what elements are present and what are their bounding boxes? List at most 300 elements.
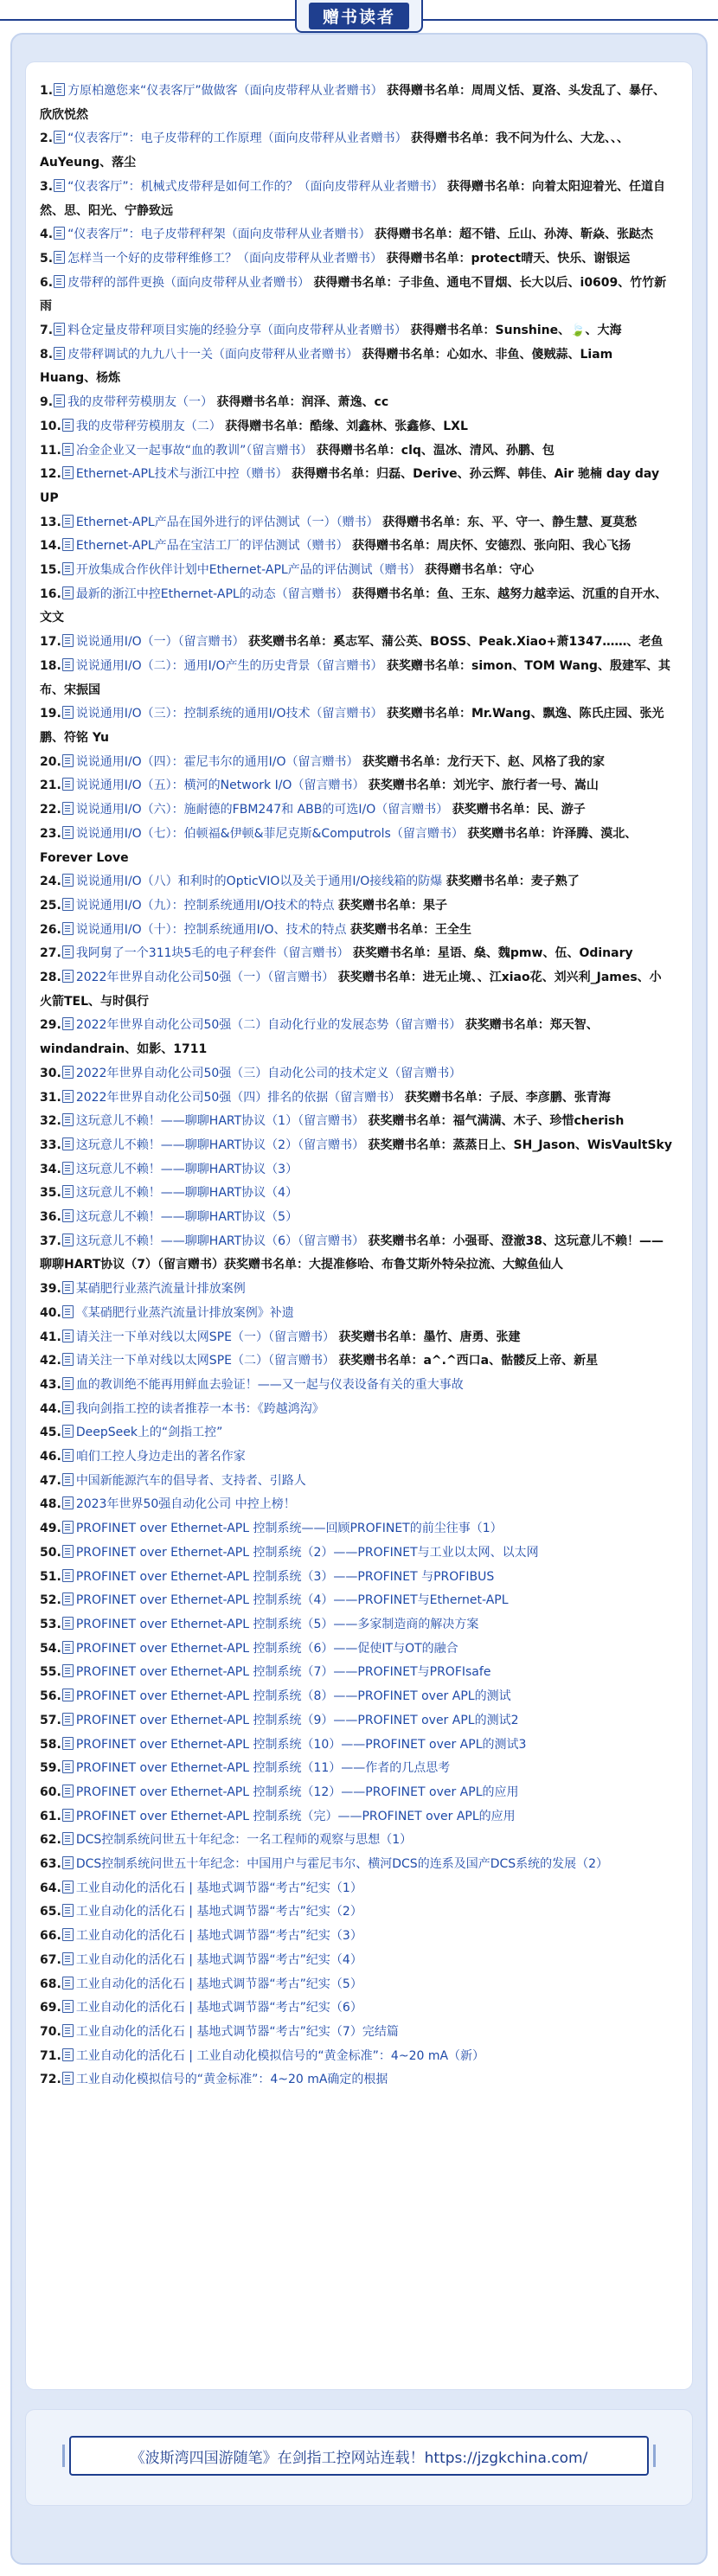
document-icon xyxy=(62,1977,74,1990)
list-item xyxy=(40,823,673,870)
list-item xyxy=(40,1996,673,2021)
item-number: 41. xyxy=(40,1330,61,1344)
list-item xyxy=(40,1014,673,1061)
article-link[interactable]: 工业自动化的活化石 | 基地式调节器“考古”纪实（4） xyxy=(75,1952,362,1967)
article-link[interactable]: 我的皮带秤劳模朋友（二） xyxy=(75,419,221,433)
item-number: 46. xyxy=(40,1450,61,1464)
item-number: 30. xyxy=(40,1066,61,1080)
list-item xyxy=(40,751,673,775)
document-icon xyxy=(62,1785,74,1797)
item-number: 36. xyxy=(40,1210,61,1225)
list-item xyxy=(40,1541,673,1566)
article-link[interactable]: 我向剑指工控的读者推荐一本书：《跨越鸿沟》 xyxy=(75,1401,324,1416)
article-link[interactable]: 请关注一下单对线以太网SPE（一）（留言赠书） xyxy=(75,1330,335,1344)
winner-list: 获奖赠书名单：子辰、李彦鹏、张青海 xyxy=(404,1090,611,1105)
item-number: 28. xyxy=(40,971,61,985)
document-icon xyxy=(62,658,74,671)
list-item xyxy=(40,176,673,223)
item-number: 22. xyxy=(40,803,61,817)
article-link[interactable]: 最新的浙江中控Ethernet-APL的动态（留言赠书） xyxy=(75,586,349,601)
item-number: 67. xyxy=(40,1952,61,1967)
document-icon xyxy=(62,1904,74,1917)
article-link[interactable]: 料仓定量皮带秤项目实施的经验分享（面向皮带秤从业者赠书） xyxy=(67,324,407,338)
document-icon xyxy=(54,179,65,192)
item-number: 2. xyxy=(40,131,54,146)
document-icon xyxy=(62,1017,74,1030)
winner-list: 获得赠书名单：酷缘、刘鑫林、张鑫修、LXL xyxy=(225,419,468,433)
document-icon xyxy=(62,443,74,456)
article-link[interactable]: PROFINET over Ethernet-APL 控制系统（8）——PROFINET over APL的测试 xyxy=(75,1689,511,1704)
item-number: 25. xyxy=(40,898,61,913)
item-number: 5. xyxy=(40,251,54,266)
document-icon xyxy=(62,1496,74,1509)
winner-list: 获得赠书名单：我不问为什么、大龙、、、AuYeung、落尘 xyxy=(40,131,630,170)
article-link[interactable]: 请关注一下单对线以太网SPE（二）（留言赠书） xyxy=(75,1354,335,1368)
list-item xyxy=(40,1709,673,1733)
document-icon xyxy=(54,323,65,336)
list-item xyxy=(40,1733,673,1758)
document-icon xyxy=(62,1185,74,1198)
document-icon xyxy=(62,1449,74,1462)
article-link[interactable]: PROFINET over Ethernet-APL 控制系统（5）——多家制造商的解决方案 xyxy=(75,1618,479,1631)
winner-list: 获奖赠书名单：a^.^西口a、骷髅反上帝、新星 xyxy=(338,1354,599,1368)
winner-list: 获得赠书名单：东、平、守一、静生慧、夏莫愁 xyxy=(382,515,638,529)
article-link[interactable]: 工业自动化的活化石 | 基地式调节器“考古”纪实（2） xyxy=(75,1905,362,1919)
document-icon xyxy=(62,1234,74,1246)
winner-list: 获奖赠书名单：王全生 xyxy=(350,922,471,937)
article-link[interactable]: 2022年世界自动化公司50强（四）排名的依据（留言赠书） xyxy=(75,1090,401,1105)
item-number: 72. xyxy=(40,2073,61,2087)
winner-list: 获得赠书名单：润泽、萧逸、cc xyxy=(216,395,389,410)
item-number: 66. xyxy=(40,1929,61,1944)
article-link[interactable]: Ethernet-APL产品在宝洁工厂的评估测试（赠书） xyxy=(75,539,349,554)
document-icon xyxy=(62,1209,74,1222)
item-number: 69. xyxy=(40,2001,61,2015)
article-link[interactable]: 血的教训绝不能再用鲜血去验证！——又一起与仪表设备有关的重大事故 xyxy=(75,1377,464,1392)
article-link[interactable]: 开放集成合作伙伴计划中Ethernet-APL产品的评估测试（赠书） xyxy=(75,563,421,578)
document-icon xyxy=(62,1377,74,1390)
article-link[interactable]: Ethernet-APL技术与浙江中控（赠书） xyxy=(75,467,288,482)
list-item xyxy=(40,1973,673,1997)
item-number: 56. xyxy=(40,1689,61,1704)
list-item xyxy=(40,2021,673,2045)
item-number: 12. xyxy=(40,467,61,482)
article-link[interactable]: 工业自动化的活化石 | 基地式调节器“考古”纪实（5） xyxy=(75,1977,362,1991)
list-item xyxy=(40,966,673,1014)
list-item xyxy=(40,319,673,343)
winner-list: 获奖赠书名单：刘光宇、旅行者一号、嵩山 xyxy=(368,779,599,793)
document-icon xyxy=(62,2048,74,2061)
document-icon xyxy=(62,1952,74,1965)
article-link[interactable]: 说说通用I/O（三）：控制系统的通用I/O技术（留言赠书） xyxy=(75,707,383,721)
document-icon xyxy=(62,1688,74,1701)
list-item xyxy=(40,894,673,919)
document-icon xyxy=(62,1832,74,1845)
item-number: 8. xyxy=(40,347,54,362)
article-link[interactable]: PROFINET over Ethernet-APL 控制系统（2）——PROFINET与工业以太网、以太网 xyxy=(75,1545,539,1560)
document-icon xyxy=(62,538,74,551)
article-link[interactable]: 工业自动化的活化石 | 基地式调节器“考古”纪实（6） xyxy=(75,2001,362,2015)
list-item xyxy=(40,1805,673,1829)
item-number: 13. xyxy=(40,515,61,529)
article-link[interactable]: 某硝肥行业蒸汽流量计排放案例 xyxy=(75,1282,246,1297)
item-number: 29. xyxy=(40,1018,61,1033)
article-link[interactable]: DCS控制系统问世五十年纪念：一名工程师的观察与思想（1） xyxy=(75,1833,413,1848)
document-icon xyxy=(62,1545,74,1558)
item-number: 57. xyxy=(40,1713,61,1727)
item-number: 39. xyxy=(40,1282,61,1297)
list-item xyxy=(40,1158,673,1182)
article-link[interactable]: PROFINET over Ethernet-APL 控制系统（完）——PROFINET over APL的应用 xyxy=(75,1809,516,1823)
document-icon xyxy=(62,1928,74,1941)
article-link[interactable]: 这玩意儿不赖！——聊聊HART协议（5） xyxy=(75,1210,298,1225)
document-icon xyxy=(62,1641,74,1654)
article-link[interactable]: PROFINET over Ethernet-APL 控制系统（6）——促使IT与OT的融合 xyxy=(75,1641,458,1656)
winner-list: 获得赠书名单：周周义恬、夏洛、头发乱了、暴仔、欣欣悦然 xyxy=(40,84,666,122)
article-link[interactable]: 这玩意儿不赖！——聊聊HART协议（4） xyxy=(75,1186,298,1201)
item-number: 49. xyxy=(40,1522,61,1536)
article-link[interactable]: 这玩意儿不赖！——聊聊HART协议（3） xyxy=(75,1162,298,1176)
document-icon xyxy=(62,562,74,575)
list-item xyxy=(40,798,673,823)
article-link[interactable]: Ethernet-APL产品在国外进行的评估测试（一）（赠书） xyxy=(75,515,379,529)
winner-list: 获得赠书名单：周庆怀、安德烈、张向阳、我心飞扬 xyxy=(352,539,631,554)
item-number: 62. xyxy=(40,1833,61,1848)
item-number: 59. xyxy=(40,1761,61,1776)
article-link[interactable]: 我的皮带秤劳模朋友（一） xyxy=(67,395,214,410)
list-item xyxy=(40,1445,673,1470)
item-number: 35. xyxy=(40,1186,61,1201)
article-link[interactable]: PROFINET over Ethernet-APL 控制系统（3）——PROFINET 与PROFIBUS xyxy=(75,1569,495,1584)
list-item xyxy=(40,942,673,966)
item-number: 27. xyxy=(40,946,61,961)
winner-list: 获奖赠书名单：郑天智、windandrain、如影、1711 xyxy=(40,1018,599,1057)
winner-list: 获得赠书名单：子非鱼、通电不冒烟、长大以后、i0609、竹竹新雨 xyxy=(40,275,667,314)
article-list xyxy=(26,62,692,2092)
list-item xyxy=(40,702,673,750)
list-item xyxy=(40,655,673,702)
document-icon xyxy=(62,1856,74,1869)
document-icon xyxy=(62,1713,74,1726)
list-item xyxy=(40,1278,673,1302)
winner-list: 获得赠书名单：向着太阳迎着光、任道自然、思、阳光、宁静致远 xyxy=(40,179,666,218)
article-link[interactable]: DeepSeek上的“剑指工控” xyxy=(75,1426,223,1440)
item-number: 3. xyxy=(40,179,54,194)
list-item xyxy=(40,1900,673,1925)
list-item xyxy=(40,1853,673,1877)
list-item xyxy=(40,1925,673,1949)
document-icon xyxy=(62,1353,74,1366)
list-item xyxy=(40,1781,673,1805)
item-number: 51. xyxy=(40,1569,61,1584)
winner-list: 获得赠书名单：clq、温冰、清风、孙鹏、包 xyxy=(316,443,555,458)
article-link[interactable]: “仪表客厅”：电子皮带秤秤架（面向皮带秤从业者赠书） xyxy=(67,227,371,242)
list-item xyxy=(40,774,673,798)
winner-list: 获奖赠书名单：麦子熟了 xyxy=(446,875,580,889)
item-number: 53. xyxy=(40,1618,61,1631)
article-link[interactable]: 工业自动化的活化石 | 基地式调节器“考古”纪实（1） xyxy=(75,1881,362,1895)
winner-list: 获奖赠书名单：龙行天下、赵、风格了我的家 xyxy=(362,754,605,769)
article-link[interactable]: 咱们工控人身边走出的著名作家 xyxy=(75,1450,246,1464)
item-number: 19. xyxy=(40,707,61,721)
item-number: 26. xyxy=(40,922,61,937)
document-icon xyxy=(62,1066,74,1079)
page-title: 赠书读者 xyxy=(309,3,409,29)
item-number: 50. xyxy=(40,1545,61,1560)
article-link[interactable]: 冶金企业又一起事故“血的教训”（留言赠书） xyxy=(75,443,313,458)
document-icon xyxy=(62,1592,74,1605)
winner-list: 获得赠书名单：心如水、非鱼、傻贼蒜、Liam Huang、杨炼 xyxy=(40,347,613,386)
winner-list: 获奖赠书名单：进无止境、、江xiao花、刘兴利_James、小火箭TEL、与时俱行 xyxy=(40,971,662,1009)
article-link[interactable]: 说说通用I/O（十）：控制系统通用I/O、技术的特点 xyxy=(75,922,347,937)
item-number: 23. xyxy=(40,826,61,841)
winner-list: 获奖赠书名单：民、游子 xyxy=(452,803,586,817)
document-icon xyxy=(54,131,65,144)
article-link[interactable]: 方原柏邀您来“仪表客厅”做做客（面向皮带秤从业者赠书） xyxy=(67,84,383,98)
list-item xyxy=(40,631,673,655)
item-number: 42. xyxy=(40,1354,61,1368)
document-icon xyxy=(62,826,74,839)
article-link[interactable]: 工业自动化的活化石 | 工业自动化模拟信号的“黄金标准”：4~20 mA（新） xyxy=(75,2048,485,2063)
article-link[interactable]: 说说通用I/O（七）：伯顿福&伊顿&菲尼克斯&Computrols（留言赠书） xyxy=(75,826,464,841)
list-item xyxy=(40,1589,673,1613)
list-item xyxy=(40,1829,673,1853)
item-number: 40. xyxy=(40,1305,61,1320)
item-number: 43. xyxy=(40,1377,61,1392)
list-item xyxy=(40,343,673,391)
document-icon xyxy=(62,778,74,791)
document-icon xyxy=(62,1760,74,1773)
list-item xyxy=(40,1349,673,1374)
article-link[interactable]: DCS控制系统问世五十年纪念：中国用户与霍尼韦尔、横河DCS的连系及国产DCS系统的发展（2） xyxy=(75,1857,609,1872)
article-link[interactable]: 皮带秤的部件更换（面向皮带秤从业者赠书） xyxy=(67,275,311,290)
item-number: 16. xyxy=(40,586,61,601)
item-number: 15. xyxy=(40,563,61,578)
article-link[interactable]: 皮带秤调试的九九八十一关（面向皮带秤从业者赠书） xyxy=(67,347,359,362)
item-number: 61. xyxy=(40,1809,61,1823)
document-icon xyxy=(54,347,65,360)
item-number: 20. xyxy=(40,754,61,769)
item-number: 60. xyxy=(40,1785,61,1799)
item-number: 17. xyxy=(40,635,61,650)
document-icon xyxy=(62,802,74,815)
document-icon xyxy=(62,754,74,767)
article-link[interactable]: 2022年世界自动化公司50强（三）自动化公司的技术定义（留言赠书） xyxy=(75,1066,462,1080)
document-icon xyxy=(62,1113,74,1126)
list-item xyxy=(40,1517,673,1541)
article-link[interactable]: 工业自动化的活化石 | 基地式调节器“考古”纪实（3） xyxy=(75,1929,362,1944)
list-item xyxy=(40,919,673,943)
item-number: 45. xyxy=(40,1426,61,1440)
article-link[interactable]: 这玩意儿不赖！——聊聊HART协议（6）（留言赠书） xyxy=(75,1234,365,1248)
document-icon xyxy=(54,83,65,96)
list-item xyxy=(40,2045,673,2069)
article-link[interactable]: 中国新能源汽车的倡导者、支持者、引路人 xyxy=(75,1473,306,1488)
article-link[interactable]: 说说通用I/O（九）：控制系统通用I/O技术的特点 xyxy=(75,898,335,913)
winner-list: 获得赠书名单：归磊、Derive、孙云辉、韩佳、Air 驰楠 day day UP xyxy=(40,467,660,505)
document-icon xyxy=(62,1401,74,1414)
item-number: 7. xyxy=(40,324,54,338)
winner-list: 获得赠书名单：Sunshine、🍃、大海 xyxy=(410,324,622,338)
list-item xyxy=(40,511,673,535)
document-icon xyxy=(62,419,74,432)
article-link[interactable]: 这玩意儿不赖！——聊聊HART协议（2）（留言赠书） xyxy=(75,1137,365,1152)
article-link[interactable]: 工业自动化模拟信号的“黄金标准”：4~20 mA确定的根据 xyxy=(75,2073,388,2087)
document-icon xyxy=(62,1281,74,1294)
document-icon xyxy=(62,1305,74,1318)
list-item xyxy=(40,1326,673,1350)
item-number: 33. xyxy=(40,1137,61,1152)
list-item xyxy=(40,127,673,175)
item-number: 70. xyxy=(40,2024,61,2039)
item-number: 44. xyxy=(40,1401,61,1416)
winner-list: 获奖赠书名单：墨竹、唐勇、张建 xyxy=(338,1330,521,1344)
list-item xyxy=(40,223,673,247)
item-number: 52. xyxy=(40,1593,61,1608)
list-item xyxy=(40,583,673,631)
item-number: 68. xyxy=(40,1977,61,1991)
document-icon xyxy=(54,394,65,407)
footer-panel xyxy=(26,2410,692,2505)
list-item xyxy=(40,247,673,272)
document-icon xyxy=(62,1425,74,1438)
article-link[interactable]: 工业自动化的活化石 | 基地式调节器“考古”纪实（7）完结篇 xyxy=(75,2024,399,2039)
document-icon xyxy=(62,1090,74,1103)
document-icon xyxy=(62,2000,74,2013)
article-link[interactable]: 我阿舅了一个311块5毛的电子秤套件（留言赠书） xyxy=(75,946,349,961)
document-icon xyxy=(62,1737,74,1750)
article-link[interactable]: 《某硝肥行业蒸汽流量计排放案例》补遗 xyxy=(75,1305,294,1320)
item-number: 14. xyxy=(40,539,61,554)
document-icon xyxy=(62,1521,74,1534)
list-item xyxy=(40,1398,673,1422)
article-link[interactable]: PROFINET over Ethernet-APL 控制系统（11）——作者的几点思考 xyxy=(75,1761,451,1776)
header-tab xyxy=(295,0,423,33)
document-icon xyxy=(62,970,74,983)
list-item xyxy=(40,463,673,510)
document-icon xyxy=(62,466,74,479)
list-item xyxy=(40,1877,673,1901)
article-link[interactable]: PROFINET over Ethernet-APL 控制系统——回顾PROFINET的前尘往事（1） xyxy=(75,1522,503,1536)
list-item xyxy=(40,1637,673,1662)
winner-list: 获奖赠书名单：奚志军、蒲公英、BOSS、Peak.Xiao+萧1347……、老鱼 xyxy=(248,635,664,650)
article-link[interactable]: “仪表客厅”：电子皮带秤的工作原理（面向皮带秤从业者赠书） xyxy=(67,131,407,146)
document-icon xyxy=(62,945,74,958)
article-link[interactable]: 2022年世界自动化公司50强（二）自动化行业的发展态势（留言赠书） xyxy=(75,1018,462,1033)
article-link[interactable]: PROFINET over Ethernet-APL 控制系统（10）——PROFINET over APL的测试3 xyxy=(75,1737,527,1752)
list-item xyxy=(40,559,673,583)
document-icon xyxy=(62,2024,74,2037)
article-link[interactable]: 怎样当一个好的皮带秤维修工？（面向皮带秤从业者赠书） xyxy=(67,251,383,266)
list-item xyxy=(40,1134,673,1158)
article-link[interactable]: PROFINET over Ethernet-APL 控制系统（12）——PROFINET over APL的应用 xyxy=(75,1785,519,1799)
document-icon xyxy=(62,1473,74,1486)
document-icon xyxy=(62,1569,74,1582)
winner-list: 获奖赠书名单：小强哥、澄澈38、这玩意儿不赖！——聊聊HART协议（7）（留言赠书）获奖赠书名单：大提准修哈、布鲁艾斯外特朵拉流、大鲸鱼仙人 xyxy=(40,1234,664,1272)
list-item xyxy=(40,1757,673,1781)
article-link[interactable]: “仪表客厅”：机械式皮带秤是如何工作的？（面向皮带秤从业者赠书） xyxy=(67,179,444,194)
item-number: 58. xyxy=(40,1737,61,1752)
list-item xyxy=(40,1062,673,1086)
winner-list: 获奖赠书名单：蒸蒸日上、SH_Jason、WisVaultSky xyxy=(368,1137,672,1152)
article-link[interactable]: PROFINET over Ethernet-APL 控制系统（9）——PROFINET over APL的测试2 xyxy=(75,1713,519,1727)
list-item xyxy=(40,535,673,559)
list-item xyxy=(40,391,673,415)
document-icon xyxy=(62,1881,74,1894)
winner-list: 获奖赠书名单：Mr.Wang、飘逸、陈氏庄园、张光鹏、符铭 Yu xyxy=(40,707,664,745)
item-number: 63. xyxy=(40,1857,61,1872)
document-icon xyxy=(62,1617,74,1630)
list-item xyxy=(40,1566,673,1590)
item-number: 11. xyxy=(40,443,61,458)
list-item xyxy=(40,1661,673,1685)
item-number: 54. xyxy=(40,1641,61,1656)
winner-list: 获得赠书名单：守心 xyxy=(425,563,535,578)
item-number: 64. xyxy=(40,1881,61,1895)
document-icon xyxy=(62,898,74,911)
article-link[interactable]: 说说通用I/O（一）（留言赠书） xyxy=(75,635,245,650)
item-number: 65. xyxy=(40,1905,61,1919)
list-item xyxy=(40,1206,673,1230)
article-link[interactable]: 说说通用I/O（八）和利时的OpticVIO以及关于通用I/O接线箱的防爆 xyxy=(75,875,443,889)
list-item xyxy=(40,1182,673,1206)
list-item xyxy=(40,1086,673,1111)
list-item xyxy=(40,1493,673,1517)
item-number: 24. xyxy=(40,875,61,889)
document-icon xyxy=(54,251,65,264)
item-number: 6. xyxy=(40,275,54,290)
article-link[interactable]: PROFINET over Ethernet-APL 控制系统（4）——PROFINET与Ethernet-APL xyxy=(75,1593,509,1608)
list-item xyxy=(40,80,673,127)
winner-list: 获奖赠书名单：星语、燊、魏pmw、伍、Odinary xyxy=(352,946,633,961)
article-link[interactable]: PROFINET over Ethernet-APL 控制系统（7）——PROFINET与PROFIsafe xyxy=(75,1665,491,1680)
item-number: 9. xyxy=(40,395,54,410)
list-item xyxy=(40,439,673,464)
document-icon xyxy=(54,275,65,288)
article-link[interactable]: 说说通用I/O（五）：横河的Network I/O（留言赠书） xyxy=(75,779,365,793)
winner-list: 获奖赠书名单：果子 xyxy=(338,898,447,913)
document-icon xyxy=(62,922,74,935)
article-link[interactable]: 这玩意儿不赖！——聊聊HART协议（1）（留言赠书） xyxy=(75,1114,365,1129)
item-number: 71. xyxy=(40,2048,61,2063)
list-item xyxy=(40,1302,673,1326)
item-number: 4. xyxy=(40,227,54,242)
document-icon xyxy=(62,706,74,719)
list-item xyxy=(40,2068,673,2092)
item-number: 55. xyxy=(40,1665,61,1680)
item-number: 37. xyxy=(40,1234,61,1248)
list-item xyxy=(40,870,673,894)
item-number: 21. xyxy=(40,779,61,793)
winner-list: 获奖赠书名单：福气满满、木子、珍惜cherish xyxy=(368,1114,625,1129)
footer-banner[interactable]: 《波斯湾四国游随笔》在剑指工控网站连载！https://jzgkchina.com/ xyxy=(69,2436,649,2476)
item-number: 32. xyxy=(40,1114,61,1129)
article-link[interactable]: 说说通用I/O（四）：霍尼韦尔的通用I/O（留言赠书） xyxy=(75,754,359,769)
document-icon xyxy=(54,227,65,240)
article-link[interactable]: 说说通用I/O（二）：通用I/O产生的历史背景（留言赠书） xyxy=(75,658,383,673)
document-icon xyxy=(62,874,74,887)
article-link[interactable]: 2022年世界自动化公司50强（一）（留言赠书） xyxy=(75,971,335,985)
article-link[interactable]: 2023年世界50强自动化公司 中控上榜！ xyxy=(75,1497,296,1512)
document-icon xyxy=(62,1809,74,1822)
document-icon xyxy=(62,2072,74,2085)
winner-list: 获得赠书名单：鱼、王东、越努力越幸运、沉重的自开水、文文 xyxy=(40,586,668,625)
document-icon xyxy=(62,586,74,599)
item-number: 18. xyxy=(40,658,61,673)
document-icon xyxy=(62,1330,74,1342)
list-item xyxy=(40,415,673,439)
article-link[interactable]: 说说通用I/O（六）：施耐德的FBM247和 ABB的可选I/O（留言赠书） xyxy=(75,803,449,817)
